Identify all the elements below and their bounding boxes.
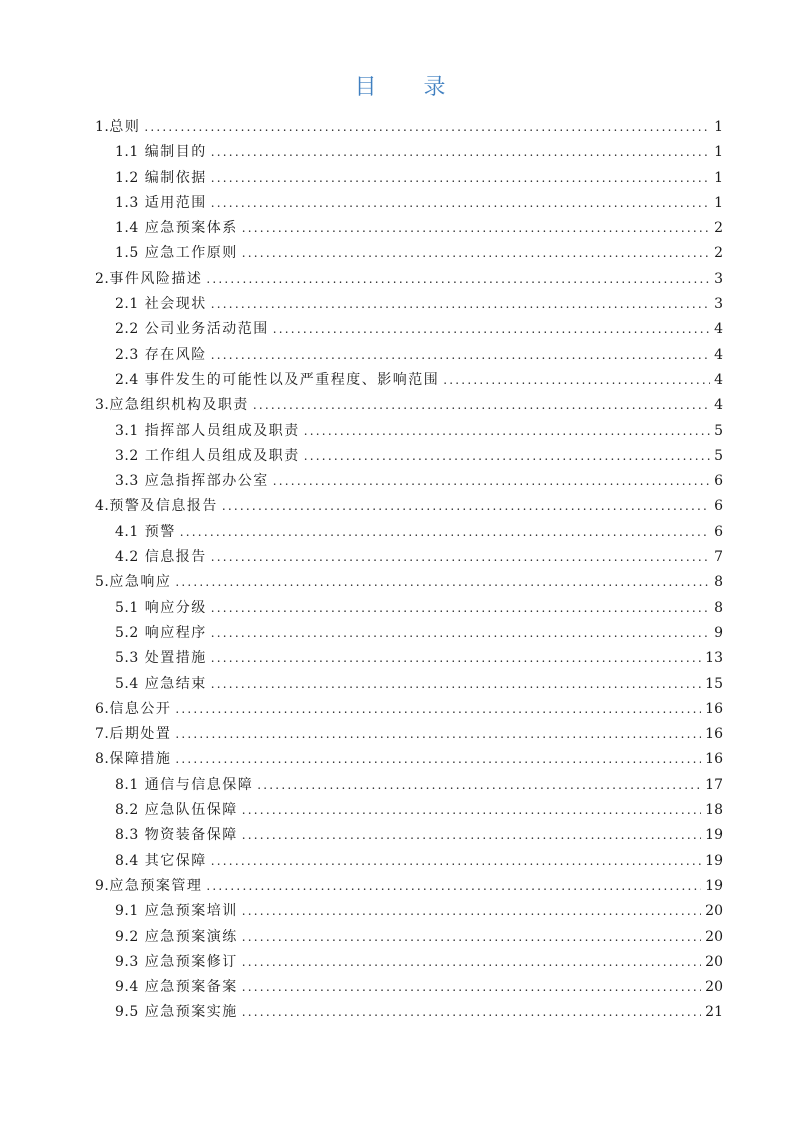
toc-dot-leader (175, 697, 701, 722)
toc-page-number: 13 (705, 650, 723, 667)
toc-entry-text (115, 140, 207, 165)
toc-dot-leader (211, 596, 710, 621)
toc-entry-label: 信息公开 (109, 700, 172, 717)
toc-page-number: 6 (714, 473, 723, 490)
toc-page-number: 19 (705, 877, 723, 894)
toc-entry-text (115, 292, 207, 317)
toc-dot-leader (211, 140, 710, 165)
toc-section-entry[interactable] (95, 241, 723, 266)
toc-entry-label: 应急结束 (144, 675, 207, 692)
toc-entry-label: 后期处置 (109, 726, 172, 743)
toc-dot-leader (211, 646, 701, 671)
toc-entry-text (115, 191, 207, 216)
toc-page-number: 4 (714, 346, 723, 363)
toc-entry-label: 应急指挥部办公室 (144, 473, 269, 490)
toc-page-number: 4 (714, 371, 723, 388)
toc-dot-leader (242, 216, 710, 241)
toc-page-number: 1 (714, 119, 723, 135)
toc-section-entry[interactable] (95, 520, 723, 545)
toc-entry-label: 应急预案演练 (144, 928, 238, 945)
toc-entry-text (115, 241, 238, 266)
toc-entry-label: 响应程序 (144, 624, 207, 641)
toc-entry-text (115, 419, 300, 444)
toc-entry-text (115, 899, 238, 924)
toc-page-number: 20 (705, 903, 723, 920)
toc-page-number: 15 (705, 675, 723, 692)
toc-page-number: 16 (705, 700, 723, 717)
toc-entry-label: 应急工作原则 (144, 245, 238, 262)
toc-page-number: 21 (705, 1004, 723, 1021)
toc-dot-leader (242, 823, 701, 848)
toc-entry-number: 4. (95, 498, 110, 515)
toc-dot-leader (273, 469, 710, 494)
toc-dot-leader (222, 494, 710, 519)
toc-entry-text (115, 672, 207, 697)
toc-entry-number: 9.1 (115, 903, 139, 920)
toc-entry-text (115, 849, 207, 874)
toc-entry-label: 预警及信息报告 (109, 498, 218, 515)
toc-entry-number: 8.1 (115, 776, 139, 793)
toc-entry-label: 应急响应 (109, 574, 172, 591)
toc-chapter-entry[interactable] (95, 393, 723, 418)
toc-entry-text (115, 975, 238, 1000)
toc-dot-leader (211, 191, 710, 216)
toc-entry-number: 6. (95, 700, 110, 717)
toc-page-number: 5 (714, 447, 723, 464)
toc-entry-label: 信息报告 (144, 549, 207, 566)
toc-entry-text (115, 646, 207, 671)
toc-entry-text (115, 823, 238, 848)
toc-entry-text (95, 874, 202, 899)
toc-chapter-entry[interactable] (95, 494, 723, 519)
toc-dot-leader (211, 672, 701, 697)
toc-page-number: 17 (705, 776, 723, 793)
toc-entry-text (95, 722, 171, 747)
toc-section-entry[interactable] (95, 216, 723, 241)
toc-entry-number: 3.1 (115, 422, 139, 439)
toc-chapter-entry[interactable] (95, 115, 723, 140)
toc-dot-leader (443, 368, 710, 393)
toc-entry-number: 8.2 (115, 802, 139, 819)
toc-entry-number: 8.4 (115, 852, 139, 869)
toc-entry-text (115, 216, 238, 241)
toc-entry-number: 2.1 (115, 296, 139, 313)
toc-dot-leader (206, 874, 701, 899)
toc-page-number: 19 (705, 852, 723, 869)
toc-entry-text (95, 697, 171, 722)
toc-entry-label: 社会现状 (144, 296, 207, 313)
toc-entry-number: 3.2 (115, 447, 139, 464)
toc-entry-number: 9.3 (115, 953, 139, 970)
toc-entry-label: 应急预案实施 (144, 1004, 238, 1021)
toc-page-number: 20 (705, 979, 723, 996)
toc-entry-number: 1.4 (115, 220, 139, 237)
toc-entry-number: 1.5 (115, 245, 139, 262)
toc-dot-leader (144, 115, 710, 140)
toc-dot-leader (273, 317, 710, 342)
toc-section-entry[interactable] (95, 140, 723, 165)
toc-section-entry[interactable] (95, 469, 723, 494)
toc-entry-text (95, 494, 218, 519)
toc-entry-label: 存在风险 (144, 346, 207, 363)
toc-section-entry[interactable] (95, 368, 723, 393)
toc-dot-leader (175, 722, 701, 747)
toc-entry-number: 1.3 (115, 194, 139, 211)
toc-entry-number: 5.2 (115, 624, 139, 641)
toc-entry-number: 8.3 (115, 827, 139, 844)
toc-entry-text (115, 444, 300, 469)
toc-entry-text (95, 393, 249, 418)
toc-title: 目 录 (354, 75, 466, 100)
toc-entry-label: 公司业务活动范围 (144, 321, 269, 338)
toc-entry-label: 响应分级 (144, 599, 207, 616)
toc-entry-text (95, 267, 202, 292)
toc-entry-label: 总则 (109, 119, 141, 135)
toc-entry-text (115, 545, 207, 570)
toc-entry-number: 5. (95, 574, 110, 591)
toc-entry-label: 指挥部人员组成及职责 (144, 422, 300, 439)
toc-entry-label: 应急预案管理 (109, 877, 203, 894)
toc-dot-leader (242, 975, 701, 1000)
toc-entry-number: 2.4 (115, 371, 139, 388)
toc-section-entry[interactable] (95, 646, 723, 671)
toc-entry-text (115, 166, 207, 191)
toc-section-entry[interactable] (95, 925, 723, 950)
toc-page-number: 3 (714, 296, 723, 313)
toc-section-entry[interactable] (95, 950, 723, 975)
toc-page-number: 5 (714, 422, 723, 439)
toc-entry-text (115, 368, 439, 393)
toc-page-number: 8 (714, 574, 723, 591)
toc-section-entry[interactable] (95, 166, 723, 191)
toc-entry-label: 应急预案修订 (144, 953, 238, 970)
toc-entry-number: 5.3 (115, 650, 139, 667)
toc-dot-leader (206, 267, 710, 292)
toc-entry-label: 工作组人员组成及职责 (144, 447, 300, 464)
toc-section-entry[interactable] (95, 849, 723, 874)
toc-section-entry[interactable] (95, 672, 723, 697)
toc-entry-label: 应急预案培训 (144, 903, 238, 920)
toc-dot-leader (304, 444, 710, 469)
toc-entry-label: 预警 (144, 523, 176, 540)
toc-page-number: 18 (705, 802, 723, 819)
toc-page-number: 19 (705, 827, 723, 844)
toc-entry-number: 9.2 (115, 928, 139, 945)
toc-chapter-entry[interactable] (95, 697, 723, 722)
toc-page-number: 6 (714, 523, 723, 540)
toc-entry-text (115, 1000, 238, 1025)
toc-page-number: 4 (714, 397, 723, 414)
toc-entry-text (115, 317, 269, 342)
toc-entry-label: 事件风险描述 (109, 270, 203, 287)
toc-entry-text (115, 950, 238, 975)
toc-entry-number: 9.4 (115, 979, 139, 996)
toc-page-number: 16 (705, 751, 723, 768)
toc-section-entry[interactable] (95, 419, 723, 444)
toc-entry-number: 9. (95, 877, 110, 894)
toc-entry-label: 编制依据 (144, 169, 207, 186)
toc-dot-leader (242, 950, 701, 975)
toc-entry-text (115, 773, 253, 798)
toc-section-entry[interactable] (95, 444, 723, 469)
toc-entry-number: 2.3 (115, 346, 139, 363)
toc-entry-text (115, 596, 207, 621)
toc-section-entry[interactable] (95, 975, 723, 1000)
toc-dot-leader (242, 798, 701, 823)
toc-dot-leader (242, 241, 710, 266)
toc-entry-text (115, 925, 238, 950)
toc-dot-leader (211, 849, 701, 874)
toc-section-entry[interactable] (95, 1000, 723, 1025)
toc-dot-leader (211, 545, 710, 570)
toc-entry-label: 应急预案备案 (144, 979, 238, 996)
toc-chapter-entry[interactable] (95, 874, 723, 899)
toc-dot-leader (253, 393, 710, 418)
toc-dot-leader (242, 925, 701, 950)
toc-page-number: 1 (714, 194, 723, 211)
toc-entry-label: 通信与信息保障 (144, 776, 254, 793)
toc-section-entry[interactable] (95, 343, 723, 368)
toc-entry-text (115, 520, 176, 545)
toc-entry-label: 保障措施 (109, 751, 172, 768)
toc-dot-leader (257, 773, 701, 798)
toc-page-number: 9 (714, 624, 723, 641)
toc-entry-number: 5.1 (115, 599, 139, 616)
toc-entry-label: 其它保障 (144, 852, 207, 869)
toc-section-entry[interactable] (95, 545, 723, 570)
toc-chapter-entry[interactable] (95, 267, 723, 292)
toc-entry-number: 2.2 (115, 321, 139, 338)
toc-entry-number: 4.2 (115, 549, 139, 566)
toc-page-number: 3 (714, 270, 723, 287)
toc-section-entry[interactable] (95, 798, 723, 823)
toc-page-number: 20 (705, 928, 723, 945)
toc-entry-label: 适用范围 (144, 194, 207, 211)
toc-entry-number: 4.1 (115, 523, 139, 540)
toc-entry-text (95, 115, 140, 140)
toc-entry-number: 5.4 (115, 675, 139, 692)
toc-entry-number: 7. (95, 726, 110, 743)
toc-chapter-entry[interactable] (95, 570, 723, 595)
toc-entry-number: 2. (95, 270, 110, 287)
toc-section-entry[interactable] (95, 317, 723, 342)
toc-entry-label: 应急组织机构及职责 (109, 397, 249, 414)
toc-entry-label: 应急队伍保障 (144, 802, 238, 819)
toc-entry-text (115, 621, 207, 646)
toc-dot-leader (211, 343, 710, 368)
toc-entry-text (95, 747, 171, 772)
toc-dot-leader (175, 570, 710, 595)
toc-page-number: 1 (714, 169, 723, 186)
toc-section-entry[interactable] (95, 823, 723, 848)
toc-page-number: 8 (714, 599, 723, 616)
toc-section-entry[interactable] (95, 621, 723, 646)
toc-entry-number: 1. (95, 119, 110, 135)
toc-entry-number: 8. (95, 751, 110, 768)
toc-entry-text (115, 469, 269, 494)
toc-page-number: 16 (705, 726, 723, 743)
toc-dot-leader (211, 292, 710, 317)
toc-entry-label: 处置措施 (144, 650, 207, 667)
toc-entry-text (115, 343, 207, 368)
toc-entry-text (95, 570, 171, 595)
toc-entry-number: 1.2 (115, 169, 139, 186)
toc-dot-leader (242, 899, 701, 924)
toc-section-entry[interactable] (95, 596, 723, 621)
toc-entry-number: 1.1 (115, 144, 139, 161)
toc-dot-leader (304, 419, 710, 444)
toc-page-number: 6 (714, 498, 723, 515)
toc-entry-text (115, 798, 238, 823)
table-of-contents (95, 115, 723, 1026)
toc-entry-label: 事件发生的可能性以及严重程度、影响范围 (144, 371, 440, 388)
toc-entry-number: 3. (95, 397, 110, 414)
toc-page-number: 20 (705, 953, 723, 970)
toc-dot-leader (175, 747, 701, 772)
toc-dot-leader (242, 1000, 701, 1025)
toc-page-number: 4 (714, 321, 723, 338)
toc-entry-label: 应急预案体系 (144, 220, 238, 237)
toc-dot-leader (211, 166, 710, 191)
toc-dot-leader (180, 520, 710, 545)
toc-chapter-entry[interactable] (95, 722, 723, 747)
toc-page-number: 2 (714, 245, 723, 262)
toc-section-entry[interactable] (95, 191, 723, 216)
toc-entry-label: 物资装备保障 (144, 827, 238, 844)
toc-page-number: 2 (714, 220, 723, 237)
toc-entry-label: 编制目的 (144, 144, 207, 161)
toc-entry-number: 3.3 (115, 473, 139, 490)
toc-dot-leader (211, 621, 710, 646)
toc-section-entry[interactable] (95, 773, 723, 798)
toc-section-entry[interactable] (95, 899, 723, 924)
toc-entry-number: 9.5 (115, 1004, 139, 1021)
toc-page-number: 7 (714, 549, 723, 566)
toc-section-entry[interactable] (95, 292, 723, 317)
toc-page-number: 1 (714, 144, 723, 161)
toc-chapter-entry[interactable] (95, 747, 723, 772)
